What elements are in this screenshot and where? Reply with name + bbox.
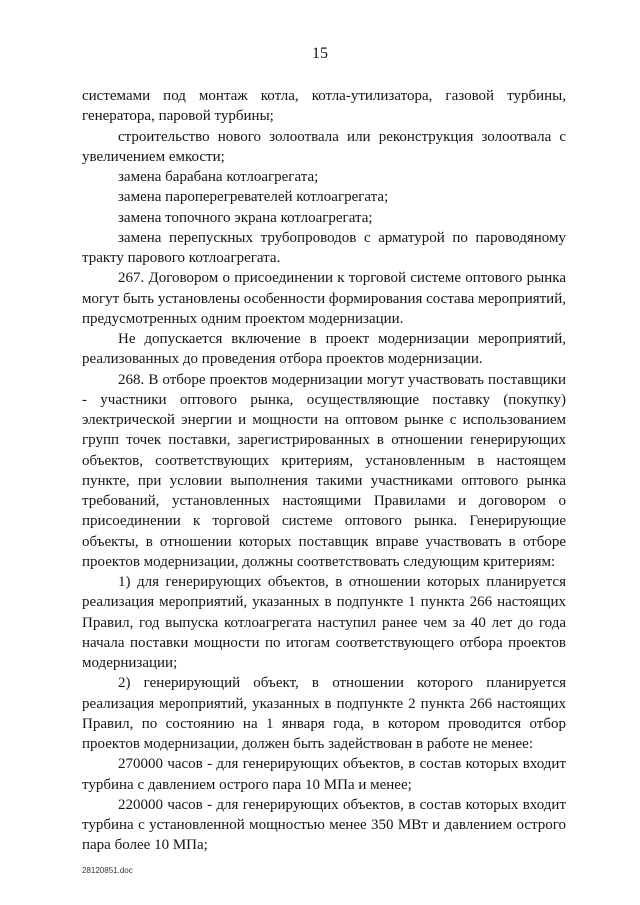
paragraph: 2) генерирующий объект, в отношении которого планируется реализация мероприятий, указанных в подпункте 2 пункта 266 настоящих Правил, по состоянию на 1 января года, в котором проводится отбор проектов модернизации, должен быть задействован в работе не менее:	[82, 675, 566, 752]
page-number: 15	[312, 45, 328, 62]
paragraph: замена пароперегревателей котлоагрегата;	[118, 189, 389, 206]
paragraph: системами под монтаж котла, котла-утилизатора, газовой турбины, генератора, паровой турбины;	[82, 88, 566, 125]
document-body	[82, 86, 566, 856]
paragraph: 268. В отборе проектов модернизации могут участвовать поставщики - участники оптового рынка, осуществляющие поставку (покупку) электрической энергии и мощности на оптовом рынке с использованием групп точек поставки, зарегистрированных в отношении генерирующих объектов, соответствующих критериям, установленным в настоящем пункте, при условии выполнения такими участниками оптового рынка требований, установленных настоящими Правилами и договором о присоединении к торговой системе оптового рынка. Генерирующие объекты, в отношении которых поставщик вправе участвовать в отборе проектов модернизации, должны соответствовать следующим критериям:	[82, 371, 566, 570]
paragraph: 220000 часов - для генерирующих объектов, в состав которых входит турбина с установленной мощностью менее 350 МВт и давлением острого пара более 10 МПа;	[82, 796, 566, 854]
paragraph: 267. Договором о присоединении к торговой системе оптового рынка могут быть установлены особенности формирования состава мероприятий, предусмотренных одним проектом модернизации.	[82, 270, 566, 327]
paragraph: замена барабана котлоагрегата;	[118, 169, 319, 185]
paragraph: 270000 часов - для генерирующих объектов, в состав которых входит турбина с давлением острого пара 10 МПа и менее;	[82, 756, 566, 793]
paragraph: замена топочного экрана котлоагрегата;	[118, 209, 373, 226]
paragraph: Не допускается включение в проект модернизации мероприятий, реализованных до проведения отбора проектов модернизации.	[82, 331, 566, 368]
document-filename: 28120851.doc	[82, 866, 133, 875]
paragraph: 1) для генерирующих объектов, в отношении которых планируется реализация мероприятий, указанных в подпункте 1 пункта 266 настоящих Правил, год выпуска котлоагрегата наступил ранее чем за 40 лет до года начала поставки мощности по итогам соответствующего отбора проектов модернизации;	[82, 574, 566, 671]
paragraph: строительство нового золоотвала или реконструкция золоотвала с увеличением емкости;	[82, 128, 566, 165]
paragraph: замена перепускных трубопроводов с арматурой по пароводяному тракту парового котлоагрегата.	[82, 229, 566, 266]
